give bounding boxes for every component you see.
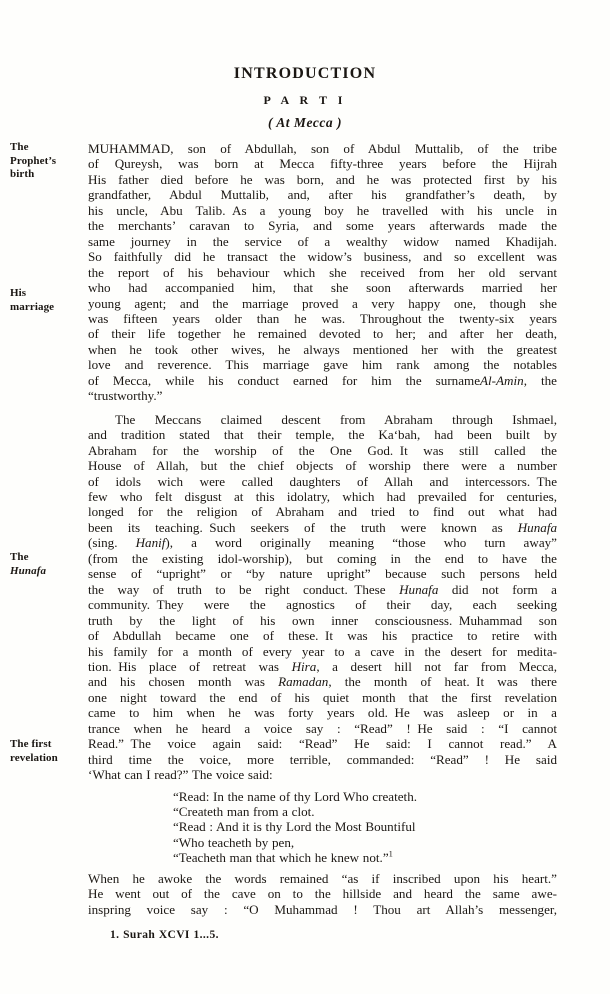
text-line: grandfather, Abdul Muttalib, and, after his grandfather’s death, by <box>88 187 557 203</box>
text-line: (from the existing idol-worship), but coming in the end to have the <box>88 550 557 566</box>
text-line: community. They were the agnostics of their day, each seeking <box>88 597 557 613</box>
margin-note-line: Hunafa <box>10 564 47 577</box>
margin-note-the-hunafa <box>10 551 84 578</box>
text-line: same journey in the service of a wealthy widow named Khadijah. <box>88 233 557 249</box>
text-line: came to him when he was forty years old. He was asleep or in a <box>88 705 557 721</box>
margin-note-line: marriage <box>10 300 55 313</box>
text-line: “trustworthy.” <box>88 388 163 404</box>
margin-note-line: The first <box>10 738 52 750</box>
text-line: Abraham for the worship of the One God. It was still called the <box>88 442 557 458</box>
text-line: his family for a month of every year to a cave in the desert for medita- <box>88 643 557 659</box>
margin-note-line: His <box>10 287 27 299</box>
part-heading: P A R T I <box>263 93 347 107</box>
margin-note-line: revelation <box>10 751 58 764</box>
text-line: “Who teacheth by pen, <box>173 834 295 850</box>
text-line: truth by the light of his own inner consciousness. Muhammad son <box>88 612 557 628</box>
text-line: MUHAMMAD, son of Abdullah, son of Abdul Muttalib, of the tribe <box>88 141 557 156</box>
page-title: INTRODUCTION <box>233 65 377 82</box>
text-line: Read.” The voice again said: “Read” He said: I cannot read.” A <box>88 736 557 752</box>
paragraph-awoke <box>88 871 557 917</box>
text-line: (sing. Hanif), a word originally meaning “those who turn away” <box>88 535 557 551</box>
text-line: sense of “upright” or “by nature upright” because such persons held <box>88 566 557 582</box>
text-line: one night toward the end of his quiet month that the first revelation <box>88 689 557 705</box>
margin-note-his-marriage <box>10 287 84 314</box>
margin-note-prophets-birth <box>10 141 84 182</box>
text-line: “Createth man from a clot. <box>173 804 315 820</box>
text-line: his uncle, Abu Talib. As a young boy he travelled with his uncle in <box>88 202 557 218</box>
margin-note-line: The <box>10 551 29 563</box>
margin-note-line: birth <box>10 168 35 180</box>
quran-verse-quote <box>173 789 557 866</box>
text-line: was fifteen years older than he was. Throughout the twenty-six years <box>88 310 557 326</box>
text-line: the way of truth to be right conduct. These Hunafa did not form a <box>88 581 557 597</box>
margin-note-line: The <box>10 141 29 153</box>
text-line: of Qureysh, was born at Mecca fifty-three years before the Hijrah <box>88 156 557 172</box>
text-line: He went out of the cave on to the hillside and heard the same awe- <box>88 886 557 902</box>
text-line: of their life together he remained devoted to her; and after her death, <box>88 326 557 342</box>
margin-note-line: Prophet’s <box>10 154 57 167</box>
text-line: when he took other wives, he always mentioned her with the greatest <box>88 341 557 357</box>
place-subheading: ( At Mecca ) <box>267 115 343 130</box>
body-text <box>88 141 557 944</box>
text-line: trance when he heard a voice say : “Read” ! He said : “I cannot <box>88 720 557 736</box>
text-line: When he awoke the words remained “as if inscribed upon his heart.” <box>88 870 557 886</box>
text-line: been its teaching. Such seekers of the truth were known as Hunafa <box>88 519 557 535</box>
text-line: inspring voice say : “O Muhammad ! Thou art Allah’s messenger, <box>88 901 557 917</box>
text-line: few who felt disgust at this idolatry, which had prevailed for centuries, <box>88 488 557 504</box>
text-line: who had accompanied him, that she soon afterwards married her <box>88 280 557 296</box>
text-line: His father died before he was born, and he was protected first by his <box>88 171 557 187</box>
text-line: “Read: In the name of thy Lord Who createth. <box>173 788 418 804</box>
footnote: 1. Surah XCVI 1...5. <box>110 929 219 942</box>
text-line: third time the voice, more terrible, commanded: “Read” ! He said <box>88 751 557 767</box>
text-line: tion. His place of retreat was Hira, a desert hill not far from Mecca, <box>88 658 557 674</box>
text-line: the report of his behaviour which she received from her old servant <box>88 264 557 280</box>
margin-note-first-revelation <box>10 738 84 765</box>
text-line: longed for the religion of Abraham and tried to find out what had <box>88 504 557 520</box>
text-line: the merchants’ caravan to Syria, and some years afterwards made the <box>88 218 557 234</box>
text-line: “Teacheth man that which he knew not.”$^1$ <box>173 849 393 866</box>
paragraph-meccans-and-hunafa <box>88 412 557 783</box>
paragraph-birth-and-marriage <box>88 141 557 404</box>
text-line: of Mecca, while his conduct earned for him the surnameAl-Amin, the <box>88 372 557 388</box>
text-line: So faithfully did he transact the widow’s business, and so excellent was <box>88 249 557 265</box>
text-line: and his chosen month was Ramadan, the month of heat. It was there <box>88 674 557 690</box>
text-line: “Read : And it is thy Lord the Most Bountiful <box>173 819 416 835</box>
text-line: House of Allah, but the chief objects of worship there were a number <box>88 458 557 474</box>
text-line: of idols wich were called daughters of Allah and intercessors. The <box>88 473 557 489</box>
text-line: love and reverence. This marriage gave him rank among the notables <box>88 357 557 373</box>
text-line: of Abdullah became one of these. It was his practice to retire with <box>88 628 557 644</box>
page-headings <box>0 65 610 131</box>
text-line: and tradition stated that their temple, the Ka‘bah, had been built by <box>88 427 557 443</box>
text-line: ‘What can I read?” The voice said: <box>88 767 273 783</box>
text-line: The Meccans claimed descent from Abraham through Ishmael, <box>115 411 557 427</box>
text-line: young agent; and the marriage proved a very happy one, though she <box>88 295 557 311</box>
